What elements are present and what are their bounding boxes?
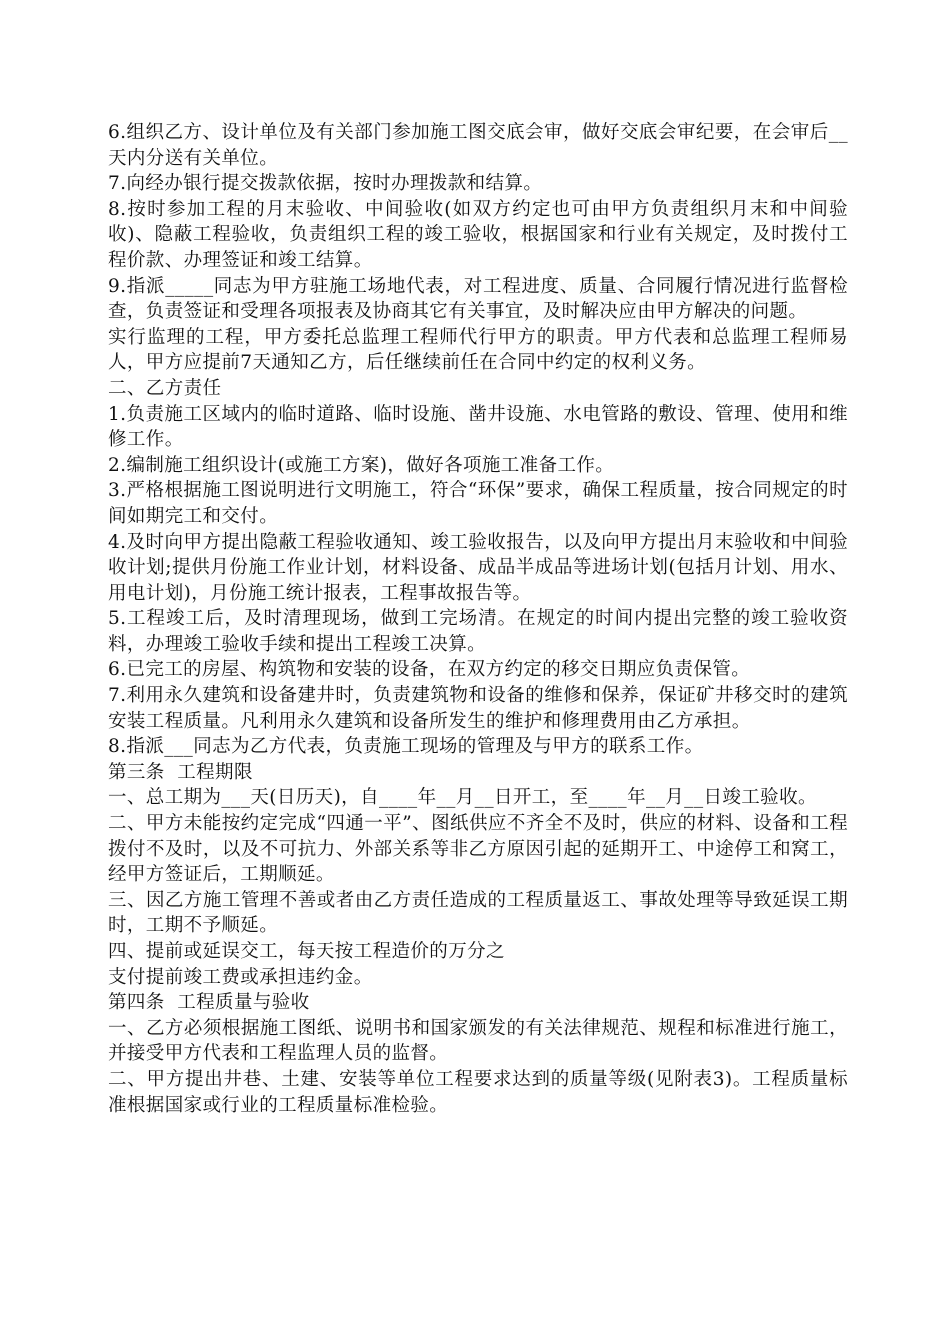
article-heading-3: 第三条 工程期限	[108, 761, 253, 783]
article-heading-4: 第四条 工程质量与验收	[108, 992, 310, 1014]
section-heading-party-b-duties: 二、乙方责任	[108, 377, 222, 399]
paragraph-b-item-5: 5.工程竣工后，及时清理现场，做到工完场清。在规定的时间内提出完整的竣工验收资料，办理竣工验收手续和提出工程竣工决算。	[108, 608, 848, 655]
paragraph-schedule-4: 四、提前或延误交工，每天按工程造价的万分之	[108, 941, 505, 962]
paragraph-quality-1: 一、乙方必须根据施工图纸、说明书和国家颁发的有关法律规范、规程和标准进行施工，并接受甲方代表和工程监理人员的监督。	[108, 1017, 848, 1065]
paragraph-b-item-6: 6.已完工的房屋、构筑物和安装的设备，在双方约定的移交日期应负责保管。	[108, 659, 751, 681]
paragraph-b-item-3: 3.严格根据施工图说明进行文明施工，符合“环保”要求，确保工程质量，按合同规定的时间如期完工和交付。	[108, 480, 848, 527]
paragraph-item-7-bank-payment: 7.向经办银行提交拨款依据，按时办理拨款和结算。	[108, 173, 543, 195]
paragraph-schedule-2: 二、甲方未能按约定完成“四通一平”、图纸供应不齐全不及时，供应的材料、设备和工程拨付不及时，以及不可抗力、外部关系等非乙方原因引起的延期开工、中途停工和窝工，经甲方签证后，工期顺延。	[108, 813, 848, 886]
document-page	[108, 120, 848, 1118]
paragraph-quality-2: 二、甲方提出井巷、土建、安装等单位工程要求达到的质量等级(见附表3)。工程质量标准根据国家或行业的工程质量标准检验。	[108, 1068, 848, 1116]
paragraph-b-item-8: 8.指派___同志为乙方代表，负责施工现场的管理及与甲方的联系工作。	[108, 736, 704, 758]
paragraph-b-item-2: 2.编制施工组织设计(或施工方案)，做好各项施工准备工作。	[108, 454, 615, 476]
paragraph-item-9-party-a-representative: 9.指派_____同志为甲方驻施工场地代表，对工程进度、质量、合同履行情况进行监督检查，负责签证和受理各项报表及协商其它有关事宜，及时解决应由甲方解决的问题。	[108, 275, 848, 323]
paragraph-item-6-design-review: 6.组织乙方、设计单位及有关部门参加施工图交底会审，做好交底会审纪要，在会审后__天内分送有关单位。	[108, 122, 848, 169]
paragraph-b-item-7: 7.利用永久建筑和设备建井时，负责建筑物和设备的维修和保养，保证矿井移交时的建筑安装工程质量。凡利用永久建筑和设备所发生的维护和修理费用由乙方承担。	[108, 685, 848, 732]
paragraph-schedule-4-cont: 支付提前竣工费或承担违约金。	[108, 966, 373, 988]
paragraph-b-item-4: 4.及时向甲方提出隐蔽工程验收通知、竣工验收报告，以及向甲方提出月末验收和中间验收计划;提供月份施工作业计划，材料设备、成品半成品等进场计划(包括月计划、用水、用电计划)，月份施工统计报表，工程事故报告等。	[108, 531, 848, 604]
paragraph-b-item-1: 1.负责施工区域内的临时道路、临时设施、凿井设施、水电管路的敷设、管理、使用和维修工作。	[108, 403, 848, 451]
paragraph-schedule-1: 一、总工期为___天(日历天)，自____年__月__日开工，至____年__月__日竣工验收。	[108, 787, 817, 809]
paragraph-supervision: 实行监理的工程，甲方委托总监理工程师代行甲方的职责。甲方代表和总监理工程师易人，甲方应提前7天通知乙方，后任继续前任在合同中约定的权利义务。	[108, 326, 848, 374]
paragraph-schedule-3: 三、因乙方施工管理不善或者由乙方责任造成的工程质量返工、事故处理等导致延误工期时，工期不予顺延。	[108, 889, 848, 937]
paragraph-item-8-acceptance: 8.按时参加工程的月末验收、中间验收(如双方约定也可由甲方负责组织月末和中间验收)、隐蔽工程验收，负责组织工程的竣工验收，根据国家和行业有关规定，及时拨付工程价款、办理签证和竣工结算。	[108, 198, 848, 271]
